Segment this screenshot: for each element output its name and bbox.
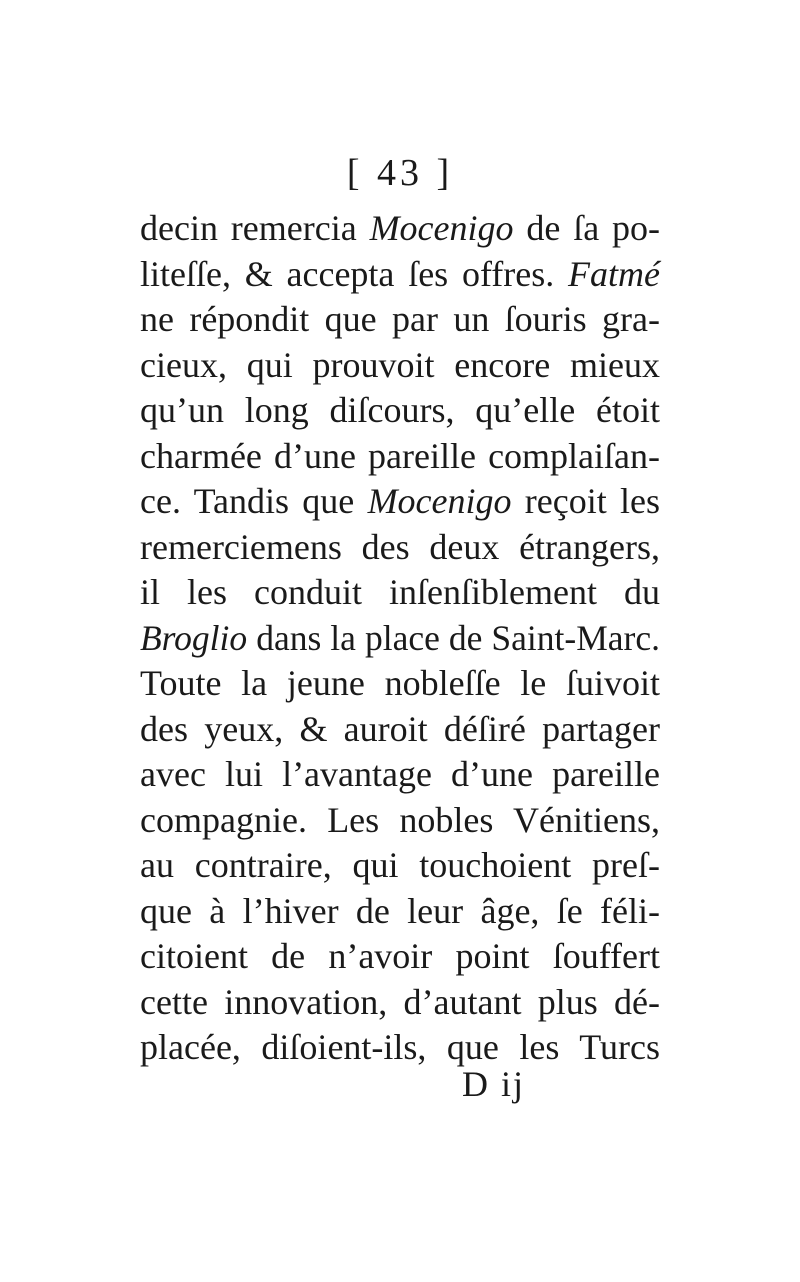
italic-name: Broglio — [140, 617, 248, 658]
text-line — [140, 798, 660, 844]
page-number: [ 43 ] — [346, 152, 454, 194]
text-line — [140, 616, 660, 662]
text-line — [140, 980, 660, 1026]
italic-name: Mocenigo — [367, 481, 512, 521]
text-segment: charmée d’une pareille complaiſan- — [140, 435, 660, 476]
text-segment: dans la place de Saint-Marc. — [247, 617, 660, 658]
text-line — [140, 343, 660, 389]
text-segment: ce. Tandis que — [140, 481, 368, 521]
text-line — [140, 388, 660, 434]
text-line — [140, 479, 660, 525]
italic-name: Fatmé — [568, 253, 660, 294]
text-line — [140, 570, 660, 616]
text-line — [140, 434, 660, 480]
signature-mark: D ij — [462, 1064, 526, 1104]
text-line — [140, 889, 660, 935]
text-segment: de ſa po- — [513, 208, 661, 248]
text-segment: que à l’hiver de leur âge, ſe féli- — [140, 890, 660, 931]
text-segment: avec lui l’avantage d’une pareille — [140, 754, 660, 794]
text-segment: compagnie. Les nobles Vénitiens, — [140, 799, 660, 840]
text-segment: des yeux, & auroit déſiré partager — [140, 708, 660, 749]
text-segment: au contraire, qui touchoient preſ- — [140, 845, 660, 885]
text-line — [140, 206, 660, 252]
text-segment: il les conduit inſenſiblement du — [140, 572, 660, 612]
text-segment: citoient de n’avoir point ſouffert — [140, 936, 660, 976]
text-segment: reçoit les — [511, 481, 660, 521]
text-line — [140, 934, 660, 980]
text-line — [140, 297, 660, 343]
text-segment: ne répondit que par un ſouris gra- — [140, 299, 660, 339]
italic-name: Mocenigo — [369, 208, 514, 248]
text-line — [140, 752, 660, 798]
text-line — [140, 1025, 660, 1071]
text-segment: remerciemens des deux étrangers, — [140, 526, 660, 567]
body-text — [140, 206, 660, 1071]
text-segment: cieux, qui prouvoit encore mieux — [140, 344, 660, 385]
text-line — [140, 707, 660, 753]
text-segment: Toute la jeune nobleſſe le ſuivoit — [140, 663, 660, 703]
text-segment: cette innovation, d’autant plus dé- — [140, 981, 660, 1022]
text-line — [140, 252, 660, 298]
text-segment: qu’un long diſcours, qu’elle étoit — [140, 390, 660, 430]
text-segment: decin remercia — [140, 208, 370, 248]
text-segment: liteſſe, & accepta ſes offres. — [140, 253, 569, 294]
text-line — [140, 843, 660, 889]
text-line — [140, 661, 660, 707]
text-segment: placée, diſoient-ils, que les Turcs — [140, 1027, 660, 1067]
text-line — [140, 525, 660, 571]
